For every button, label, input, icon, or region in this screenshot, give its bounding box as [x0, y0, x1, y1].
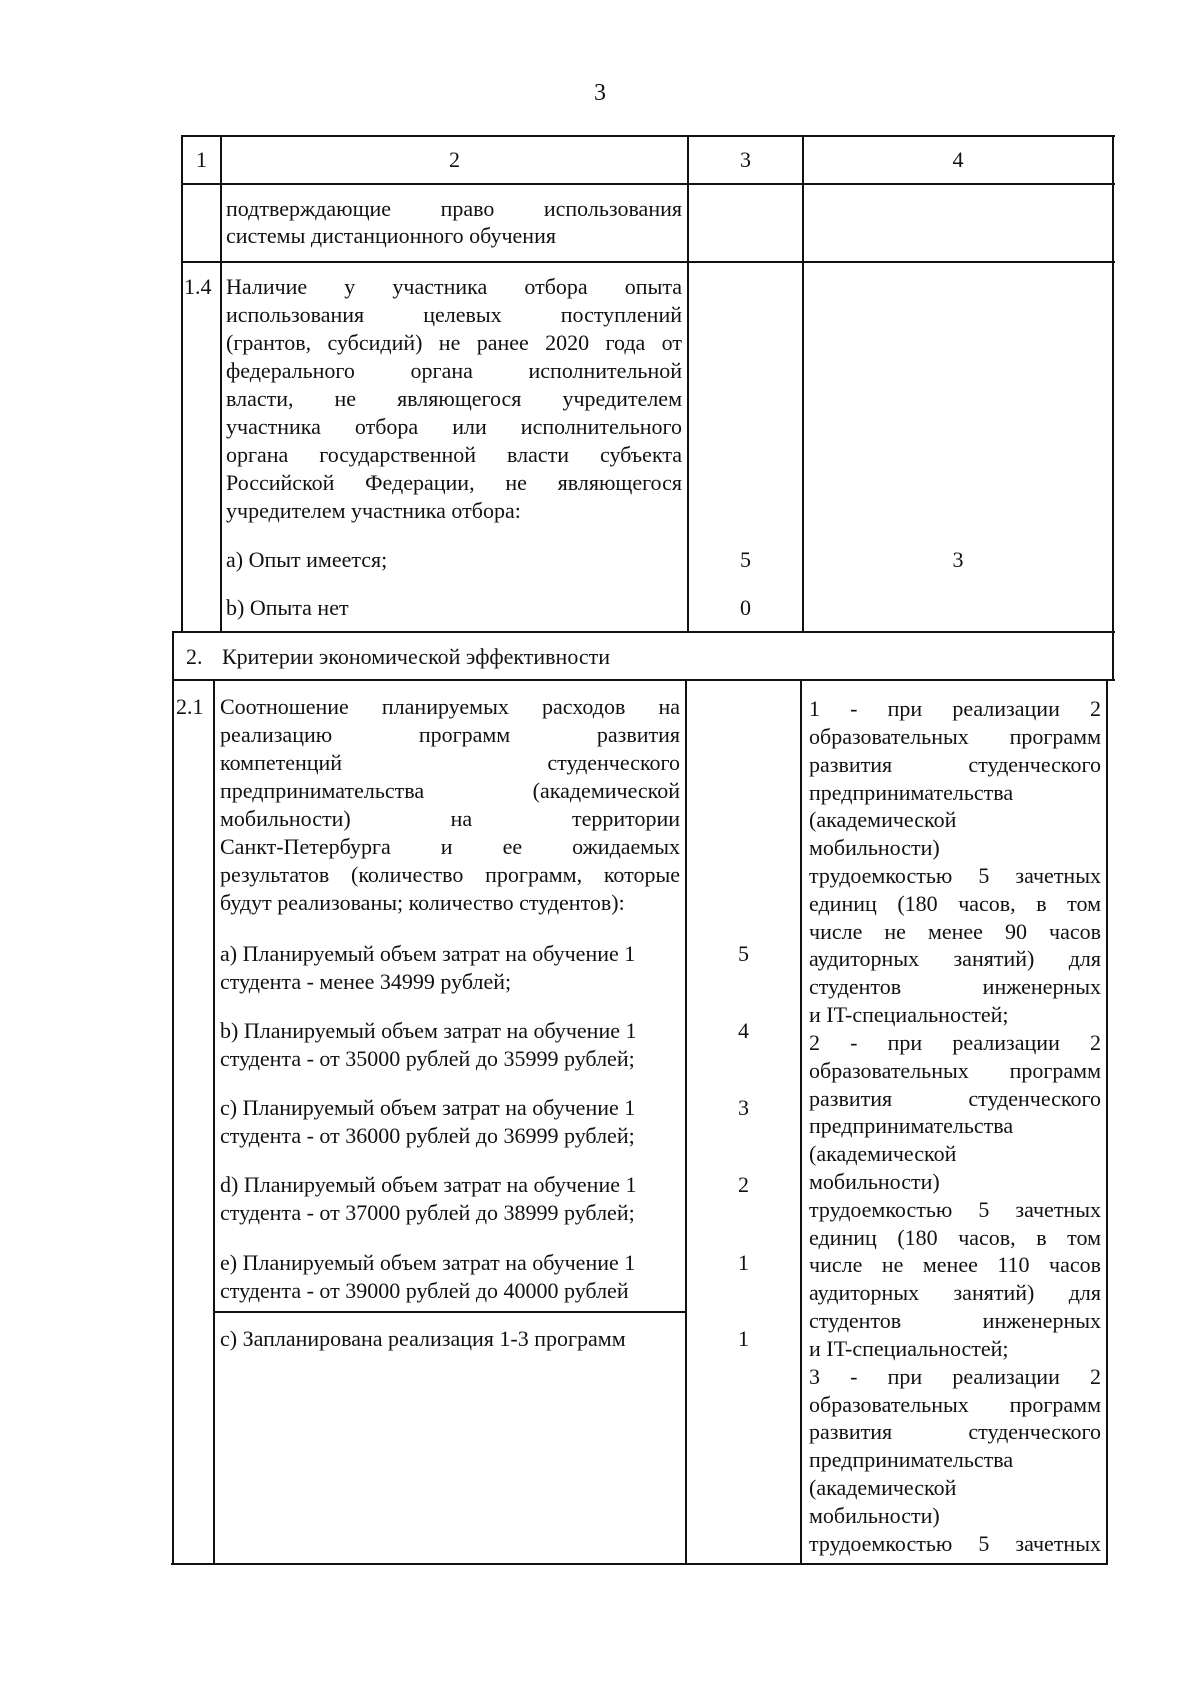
weight-line: единиц (180 часов, в том — [809, 891, 1101, 916]
header-row-divider — [181, 183, 1115, 185]
option-line: c) Планируемый объем затрат на обучение 1 — [220, 1095, 636, 1120]
weight-line: (академической — [809, 807, 957, 832]
option-line: d) Планируемый объем затрат на обучение 1 — [220, 1172, 637, 1197]
criterion-line: органа государственной власти субъекта — [226, 442, 682, 467]
weight-line: единиц (180 часов, в том — [809, 1225, 1101, 1250]
option-line: a) Планируемый объем затрат на обучение 1 — [220, 941, 636, 966]
weight-line: мобильности) — [809, 1503, 940, 1528]
criterion-line: предпринимательства (академической — [220, 778, 680, 803]
row-number: 2.1 — [176, 694, 204, 719]
header-col-1: 1 — [196, 147, 207, 172]
option-line: студента - от 35000 рублей до 35999 рублей; — [220, 1046, 635, 1071]
criterion-line: Российской Федерации, не являющегося — [226, 470, 682, 495]
weight-line: 3 - при реализации 2 — [809, 1364, 1101, 1389]
option-a-text: a) Опыт имеется; — [226, 547, 388, 572]
weight-line: 1 - при реализации 2 — [809, 696, 1101, 721]
weight-line: аудиторных занятий) для — [809, 946, 1101, 971]
table-border-top — [181, 135, 1115, 137]
table-border-left-lower — [172, 631, 174, 1565]
criterion-line: власти, не являющегося учредителем — [226, 386, 682, 411]
option-line: студента - от 36000 рублей до 36999 рублей; — [220, 1123, 635, 1148]
option-score: 2 — [738, 1172, 749, 1197]
criterion-line: учредителем участника отбора: — [226, 498, 521, 523]
section-number: 2. — [186, 644, 203, 669]
option-score: 4 — [738, 1018, 749, 1043]
option-score: 5 — [738, 941, 749, 966]
row-number: 1.4 — [184, 274, 212, 299]
page-number: 3 — [594, 80, 606, 106]
option-c-top-border — [213, 1311, 687, 1313]
weight-line: трудоемкостью 5 зачетных — [809, 1531, 1101, 1556]
weight-line: трудоемкостью 5 зачетных — [809, 1197, 1101, 1222]
table-border-right-lower — [1106, 679, 1108, 1565]
weight-line: развития студенческого — [809, 752, 1101, 777]
section-title: Критерии экономической эффективности — [222, 644, 611, 669]
weight-line: развития студенческого — [809, 1086, 1101, 1111]
col-divider-1-lower — [213, 679, 215, 1565]
weight-line: (академической — [809, 1141, 957, 1166]
weight-line: (академической — [809, 1475, 957, 1500]
option-line: e) Планируемый объем затрат на обучение 1 — [220, 1250, 636, 1275]
option-score: 1 — [738, 1250, 749, 1275]
criterion-line: (грантов, субсидий) не ранее 2020 года от — [226, 330, 682, 355]
row-divider-3 — [174, 679, 1115, 681]
col-divider-3-lower — [800, 679, 802, 1565]
weight-line: и IT-специальностей; — [809, 1002, 1009, 1027]
criterion-weight: 3 — [952, 547, 964, 572]
criterion-line: будут реализованы; количество студентов): — [220, 890, 625, 915]
weight-line: предпринимательства — [809, 780, 1014, 805]
weight-line: предпринимательства — [809, 1113, 1014, 1138]
weight-line: образовательных программ — [809, 1392, 1101, 1417]
criterion-line: мобильности) на территории — [220, 806, 680, 831]
weight-line: 2 - при реализации 2 — [809, 1030, 1101, 1055]
weight-line: аудиторных занятий) для — [809, 1280, 1101, 1305]
header-col-4: 4 — [952, 147, 964, 172]
weight-line: и IT-специальностей; — [809, 1336, 1009, 1361]
option-b-score: 0 — [740, 595, 751, 620]
table-border-right — [1112, 135, 1114, 679]
criterion-line: Наличие у участника отбора опыта — [226, 274, 682, 299]
weight-line: образовательных программ — [809, 1058, 1101, 1083]
col-divider-1 — [220, 135, 222, 631]
option-b-text: b) Опыта нет — [226, 595, 349, 620]
option-score: 3 — [738, 1095, 749, 1120]
criterion-line: реализацию программ развития — [220, 722, 680, 747]
criterion-line: результатов (количество программ, которые — [220, 862, 680, 887]
weight-line: предпринимательства — [809, 1447, 1014, 1472]
continuation-text-line: системы дистанционного обучения — [226, 223, 556, 248]
weight-line: развития студенческого — [809, 1419, 1101, 1444]
header-col-2: 2 — [449, 147, 460, 172]
row-divider-2 — [174, 631, 1115, 633]
option-a-score: 5 — [740, 547, 751, 572]
row-divider-1 — [181, 261, 1115, 263]
col-divider-2-lower — [685, 679, 687, 1565]
weight-line: студентов инженерных — [809, 1308, 1101, 1333]
criterion-line: участника отбора или исполнительного — [226, 414, 682, 439]
criterion-line: федерального органа исполнительной — [226, 358, 682, 383]
option-score: 1 — [738, 1326, 749, 1351]
weight-line: числе не менее 110 часов — [809, 1252, 1101, 1277]
option-line: студента - менее 34999 рублей; — [220, 969, 512, 994]
weight-line: числе не менее 90 часов — [809, 919, 1101, 944]
weight-line: студентов инженерных — [809, 974, 1101, 999]
table-border-left — [181, 135, 183, 631]
table-border-bottom — [171, 1563, 1108, 1565]
criterion-line: Соотношение планируемых расходов на — [220, 694, 680, 719]
criterion-line: компетенций студенческого — [220, 750, 680, 775]
weight-line: трудоемкостью 5 зачетных — [809, 863, 1101, 888]
continuation-text-line: подтверждающие право использования — [226, 196, 682, 221]
option-line: студента - от 37000 рублей до 38999 рублей; — [220, 1200, 635, 1225]
header-col-3: 3 — [740, 147, 751, 172]
weight-line: образовательных программ — [809, 724, 1101, 749]
option-line: b) Планируемый объем затрат на обучение 1 — [220, 1018, 637, 1043]
weight-line: мобильности) — [809, 835, 940, 860]
option-line: студента - от 39000 рублей до 40000 рублей — [220, 1278, 629, 1303]
weight-line: мобильности) — [809, 1169, 940, 1194]
option-line: c) Запланирована реализация 1-3 программ — [220, 1326, 626, 1351]
criterion-line: использования целевых поступлений — [226, 302, 682, 327]
criterion-line: Санкт-Петербурга и ее ожидаемых — [220, 834, 680, 859]
